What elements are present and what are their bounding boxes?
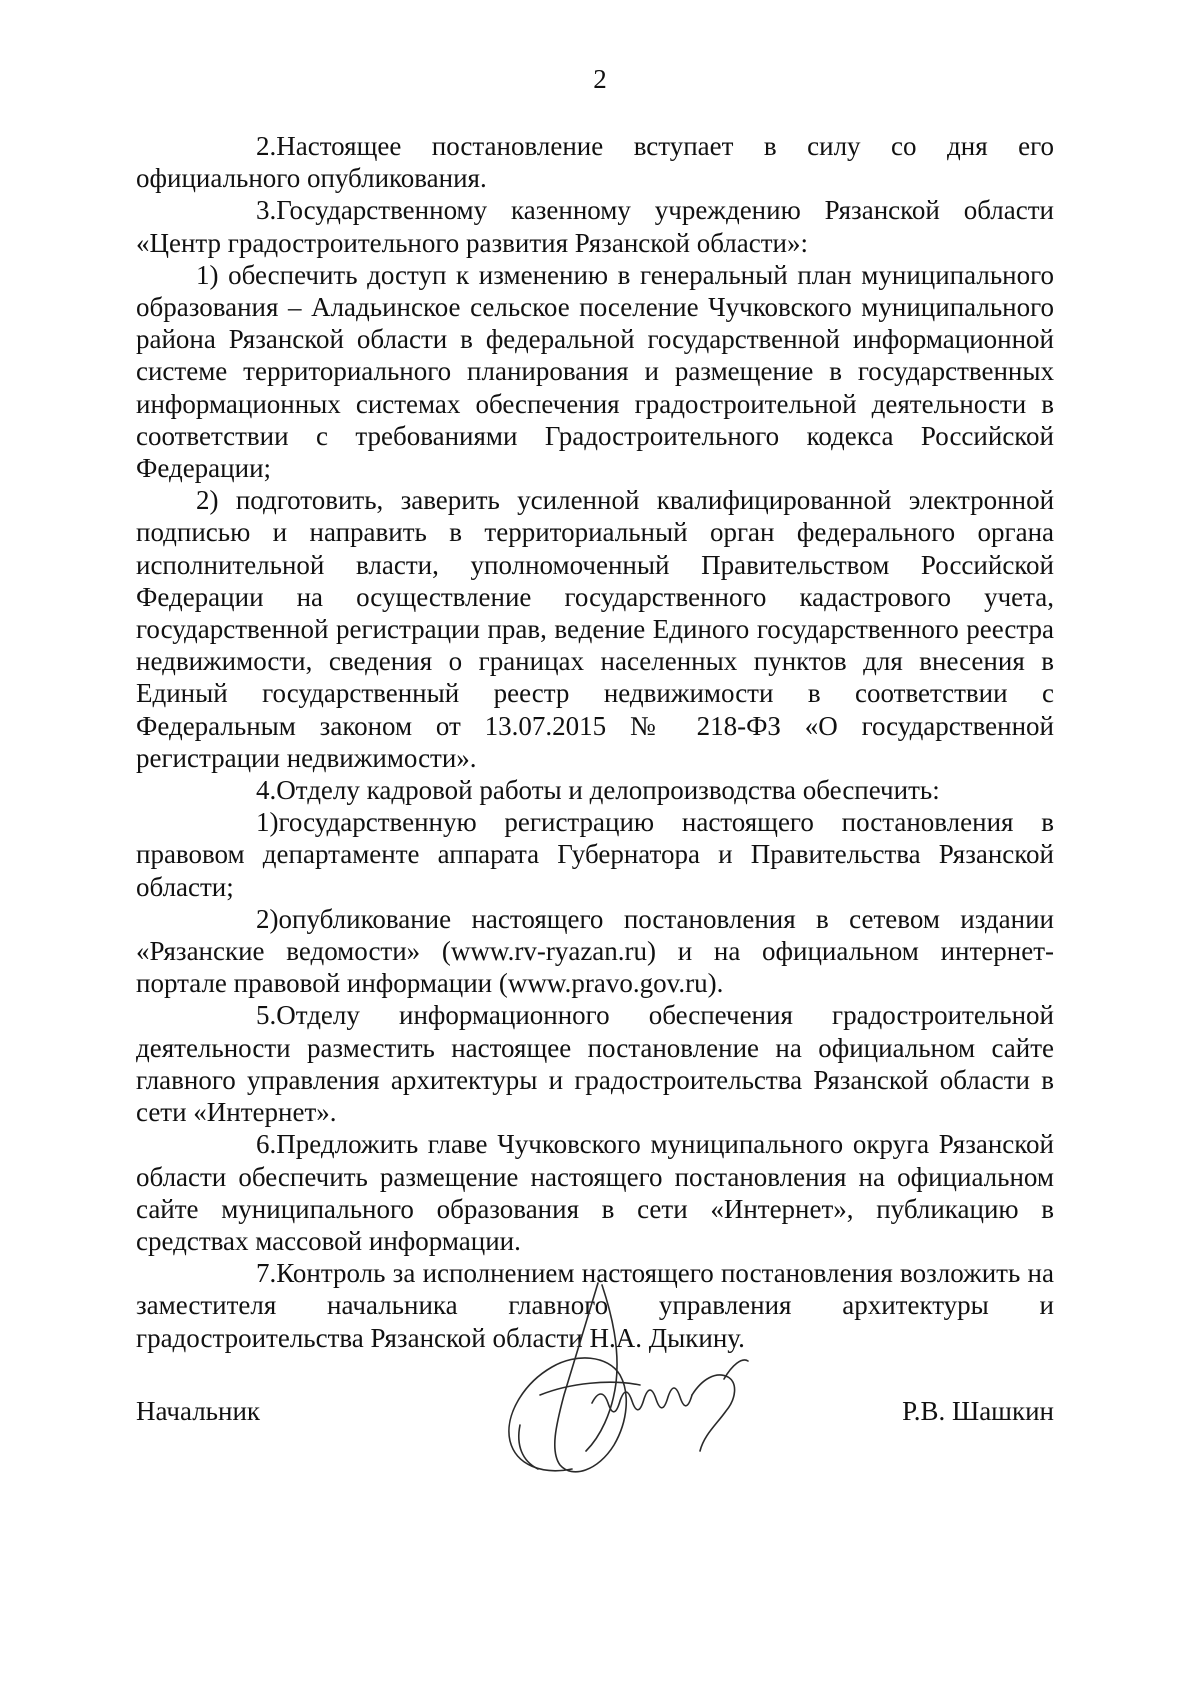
paragraph-text: Настоящее постановление вступает в силу со дня его официального опубликования. bbox=[136, 131, 1054, 194]
paragraph-number: 6. bbox=[256, 1129, 277, 1160]
paragraph-number: 2) bbox=[196, 485, 219, 516]
handwritten-signature bbox=[480, 1275, 780, 1485]
signatory-name: Р.В. Шашкин bbox=[902, 1396, 1054, 1426]
paragraph-text: обеспечить доступ к изменению в генеральный план муниципального образования – Аладьинское сельское поселение Чучковского муниципального района Рязанской области в федеральной государственной информационной системе территориального планирования и размещение в государственных информационных системах обеспечения градостроительной деятельности в соответствии с требованиями Градостроительного кодекса Российской Федерации; bbox=[136, 259, 1054, 484]
paragraph-number: 4. bbox=[256, 775, 277, 806]
paragraph-text: подготовить, заверить усиленной квалифицированной электронной подписью и направить в территориальный орган федерального органа исполнительной власти, уполномоченный Правительством Российской Федерации на осуществление государственного кадастрового учета, государственной регистрации прав, ведение Единого государственного реестра недвижимости, сведения о границах населенных пунктов для внесения в Единый государственный реестр недвижимости в соответствии с Федеральным законом от 13.07.2015 № 218-ФЗ «О государственной регистрации недвижимости». bbox=[136, 485, 1055, 773]
paragraph-number: 5. bbox=[256, 1000, 277, 1031]
paragraph-4 bbox=[136, 774, 1054, 806]
paragraph-2 bbox=[136, 130, 1054, 194]
paragraph-text: Контроль за исполнением настоящего постановления возложить на заместителя начальника главного управления архитектуры и градостроительства Рязанской области Н.А. Дыкину. bbox=[136, 1258, 1054, 1353]
paragraph-text: Государственному казенному учреждению Рязанской области «Центр градостроительного развития Рязанской области»: bbox=[136, 195, 1054, 258]
page-number: 2 bbox=[593, 64, 607, 94]
paragraph-4-2 bbox=[136, 903, 1054, 1000]
paragraph-5 bbox=[136, 999, 1054, 1128]
paragraph-3-1 bbox=[136, 259, 1054, 484]
paragraph-text: опубликование настоящего постановления в сетевом издании «Рязанские ведомости» (www.rv-ryazan.ru) и на официальном интернет-портале правовой информации (www.pravo.gov.ru). bbox=[136, 903, 1054, 999]
paragraph-number: 2. bbox=[256, 131, 277, 161]
paragraph-text: государственную регистрацию настоящего постановления в правовом департаменте аппарата Губернатора и Правительства Рязанской области; bbox=[136, 807, 1054, 902]
paragraph-text: Предложить главе Чучковского муниципального округа Рязанской области обеспечить размещение настоящего постановления на официальном сайте муниципального образования в сети «Интернет», публикацию в средствах массовой информации. bbox=[136, 1129, 1054, 1256]
paragraph-3-2 bbox=[136, 484, 1054, 774]
paragraph-number: 7. bbox=[256, 1258, 277, 1289]
paragraph-number: 2) bbox=[256, 903, 279, 934]
paragraph-3 bbox=[136, 194, 1054, 258]
signature-block bbox=[136, 1394, 1054, 1434]
signatory-position: Начальник bbox=[136, 1396, 261, 1426]
paragraph-text: Отделу кадровой работы и делопроизводства обеспечить: bbox=[276, 775, 940, 806]
paragraph-number: 3. bbox=[256, 195, 277, 226]
document-body bbox=[136, 130, 1054, 1354]
paragraph-6 bbox=[136, 1128, 1054, 1257]
paragraph-4-1 bbox=[136, 806, 1054, 903]
paragraph-text: Отделу информационного обеспечения градостроительной деятельности разместить настоящее постановление на официальном сайте главного управления архитектуры и градостроительства Рязанской области в сети «Интернет». bbox=[136, 1000, 1054, 1128]
paragraph-number: 1) bbox=[256, 807, 279, 838]
paragraph-number: 1) bbox=[196, 259, 219, 290]
